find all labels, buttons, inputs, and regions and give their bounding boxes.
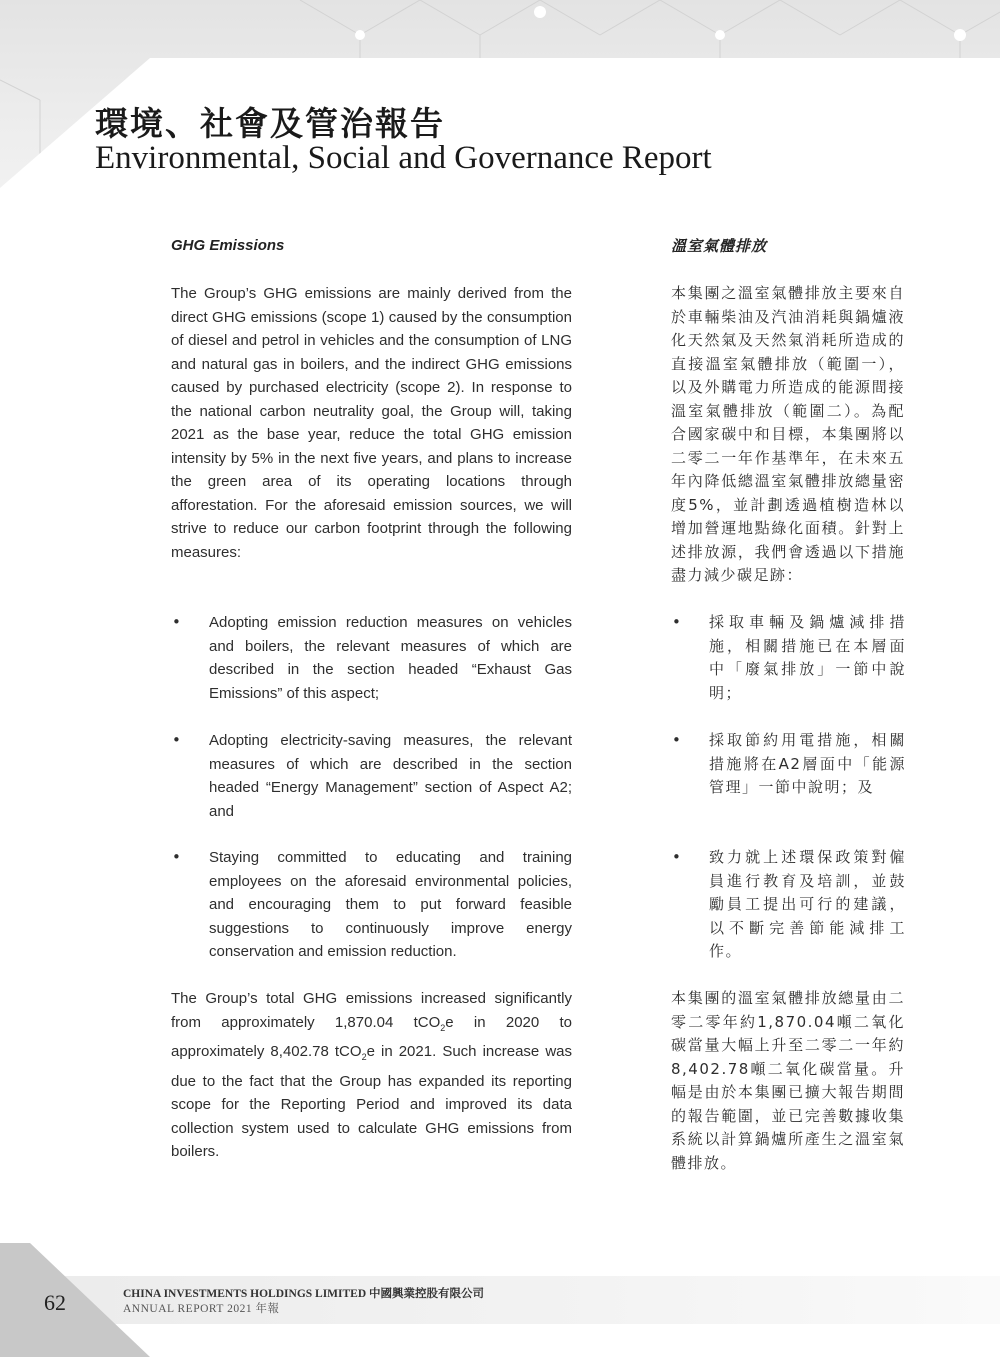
intro-paragraph-zh: 本集團之溫室氣體排放主要來自於車輛柴油及汽油消耗與鍋爐液化天然氣及天然氣消耗所造成的直接溫室氣體排放（範圍一），以及外購電力所造成的能源間接溫室氣體排放（範圍二）。為配合國家碳中和目標，本集團將以二零二一年作基準年，在未來五年內降低總溫室氣體排放總量密度5%，並計劃透過植樹造林以增加營運地點綠化面積。針對上述排放源，我們會透過以下措施盡力減少碳足跡： [671, 284, 905, 584]
closing-paragraph-zh: 本集團的溫室氣體排放總量由二零二零年約1,870.04噸二氧化碳當量大幅上升至二零二一年約8,402.78噸二氧化碳當量。升幅是由於本集團已擴大報告期間的報告範圍，並已完善數據收集系統以計算鍋爐所產生之溫室氣體排放。 [671, 989, 905, 1172]
bullet-item-zh: 採取節約用電措施，相關措施將在A2層面中「能源管理」一節中說明；及 [709, 731, 906, 796]
bullet-marker: • [172, 848, 181, 866]
section-heading-en: GHG Emissions [171, 237, 285, 254]
section-heading-zh: 溫室氣體排放 [671, 237, 768, 255]
bullet-marker: • [672, 848, 681, 866]
bullet-item-en: Adopting electricity-saving measures, the relevant measures of which are described in the section headed “Energy Management” section of Aspect A2; and [209, 732, 572, 820]
subscript: 2 [361, 1052, 367, 1062]
bullet-item-zh: 採取車輛及鍋爐減排措施，相關措施已在本層面中「廢氣排放」一節中說明； [709, 613, 906, 702]
bullet-marker: • [172, 613, 181, 631]
bullet-item-en: Staying committed to educating and training employees on the aforesaid environmental policies, and encouraging them to put forward feasible suggestions to continuously improve energy conservation and emission reduction. [209, 849, 572, 960]
closing-text-part: e in 2020 to approximately 8,402.78 tCO [171, 1013, 573, 1060]
page-number: 62 [44, 1290, 66, 1315]
bullet-marker: • [672, 731, 681, 749]
footer-report-title: ANNUAL REPORT 2021 年報 [123, 1303, 280, 1315]
subscript: 2 [440, 1022, 446, 1033]
bullet-item-zh: 致力就上述環保政策對僱員進行教育及培訓，並鼓勵員工提出可行的建議，以不斷完善節能減排工作。 [709, 848, 906, 960]
closing-text-part: The Group’s total GHG emissions increased significantly from approximately 1,870.04 tCO [171, 990, 572, 1031]
bullet-marker: • [172, 731, 181, 749]
bullet-marker: • [672, 613, 681, 631]
bullet-item-en: Adopting emission reduction measures on vehicles and boilers, the relevant measures of which are described in the section headed “Exhaust Gas Emissions” of this aspect; [209, 614, 572, 702]
page-title-zh: 環境、社會及管治報告 [95, 104, 445, 143]
closing-paragraph-en [171, 987, 572, 1164]
closing-text-part: e in 2021. Such increase was due to the fact that the Group has expanded its reporting scope for the Reporting Period and improved its data collection system used to calculate GHG emissions from boilers. [171, 1043, 572, 1160]
footer-company-name: CHINA INVESTMENTS HOLDINGS LIMITED 中國興業控股有限公司 [123, 1288, 485, 1300]
page-title-en: Environmental, Social and Governance Report [95, 140, 712, 176]
intro-paragraph-en: The Group’s GHG emissions are mainly derived from the direct GHG emissions (scope 1) caused by the consumption of diesel and petrol in vehicles and the consumption of LNG and natural gas in boilers, and the indirect GHG emissions caused by purchased electricity (scope 2). In response to the national carbon neutrality goal, the Group will, taking 2021 as the base year, reduce the total GHG emission intensity by 5% in the next five years, and plans to increase the green area of its operating locations through afforestation. For the aforesaid emission sources, we will strive to reduce our carbon footprint through the following measures: [171, 285, 572, 561]
